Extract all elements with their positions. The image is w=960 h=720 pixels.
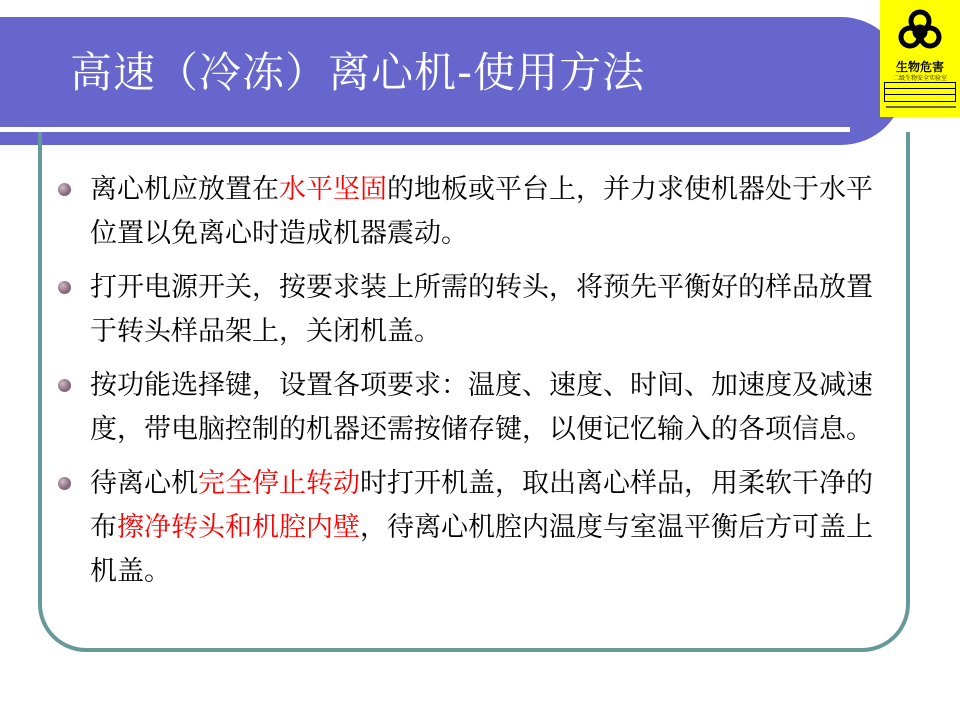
- biohazard-sublabel: 二级生物安全实验室: [892, 75, 947, 82]
- biohazard-label: 生物危害: [895, 60, 944, 74]
- slide-title: 高速（冷冻）离心机-使用方法: [70, 48, 646, 97]
- bullet-text: ，待离心机腔内温度与室温平衡后方可盖上机盖。: [90, 512, 873, 587]
- biohazard-form-lines: [884, 82, 956, 102]
- highlighted-text: 完全停止转动: [198, 468, 360, 499]
- biohazard-footer-line: [886, 106, 956, 108]
- bullet-dot-icon: [58, 477, 71, 490]
- biohazard-icon: [894, 6, 946, 54]
- highlighted-text: 擦净转头和机腔内壁: [117, 512, 360, 543]
- bullet-dot-icon: [58, 281, 71, 294]
- bullet-text: 时打开机盖，取出离心样品，用柔软干净的布: [90, 468, 873, 543]
- bullet-dot-icon: [58, 379, 71, 392]
- bullet-item: [58, 364, 894, 452]
- bullet-item: [58, 462, 894, 594]
- biohazard-sign: [880, 0, 960, 117]
- highlighted-text: 水平坚固: [279, 174, 387, 205]
- bullet-text: 离心机应放置在: [90, 174, 279, 205]
- bullet-list: [58, 168, 894, 604]
- bullet-item: [58, 266, 894, 354]
- bullet-text: 打开电源开关，按要求装上所需的转头，将预先平衡好的样品放置于转头样品架上，关闭机盖。: [90, 272, 873, 347]
- bullet-dot-icon: [58, 183, 71, 196]
- bullet-text: 待离心机: [90, 468, 198, 499]
- bullet-text: 的地板或平台上，并力求使机器处于水平位置以免离心时造成机器震动。: [90, 174, 873, 249]
- bullet-text: 按功能选择键，设置各项要求：温度、速度、时间、加速度及减速度，带电脑控制的机器还需按储存键，以便记忆输入的各项信息。: [90, 370, 873, 445]
- bullet-item: [58, 168, 894, 256]
